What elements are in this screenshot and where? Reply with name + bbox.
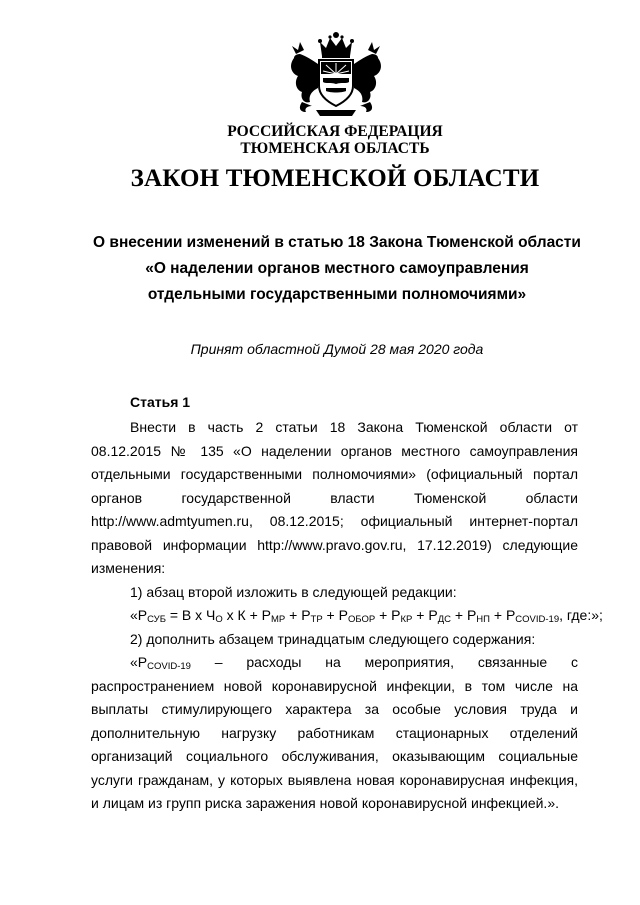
article-body [91,416,603,816]
amendment-item-1: 1) абзац второй изложить в следующей редакции: [130,583,457,600]
amendment-item-2: 2) дополнить абзацем тринадцатым следующего содержания: [130,630,536,647]
article-heading: Статья 1 [130,394,191,410]
article-intro-paragraph: Внести в часть 2 статьи 18 Закона Тюменской области от 08.12.2015 № 135 «О наделении органов местного самоуправления отдельными государственными полномочиями» (официальный портал органов государственной власти Тюменской области http://www.admtyumen.ru, 08.12.2015; официальный интернет-портал правовой информации http://www.pravo.gov.ru, 17.12.2019) следующие изменения: [91,419,578,576]
formula-line: «$Р_{СУБ} = В$ х $Ч_О$ х $К + Р_{МР} + Р_{ТР} + Р_{ОБОР} + Р_{КР} + Р_{ДС} + Р_{НП} + Р_{COVID-19}$, где:»; [130,607,603,625]
new-paragraph-text: «$Р_{COVID-19}$ – расходы на мероприятия, связанные с распространением новой коронавирусной инфекции, в том числе на выплаты стимулирующего характера за особые условия труда и дополнительную нагрузку работникам стационарных отделений организаций социального обслуживания, оказывающим социальные услуги гражданам, у которых выявлена новая коронавирусная инфекция, и лицам из групп риска заражения новой коронавирусной инфекцией.». [91,654,578,811]
law-title-line-3: отдельными государственными полномочиями» [147,286,527,303]
law-title-line-1: О внесении изменений в статью 18 Закона Тюменской области [93,234,581,251]
region-name: ТЮМЕНСКАЯ ОБЛАСТЬ [240,140,430,157]
document-type-heading: ЗАКОН ТЮМЕНСКОЙ ОБЛАСТИ [130,165,540,192]
law-title-line-2: «О наделении органов местного самоуправления [145,260,529,277]
country-name: РОССИЙСКАЯ ФЕДЕРАЦИЯ [227,123,443,140]
adoption-note: Принят областной Думой 28 мая 2020 года [190,341,484,357]
coat-of-arms-icon [286,30,386,116]
